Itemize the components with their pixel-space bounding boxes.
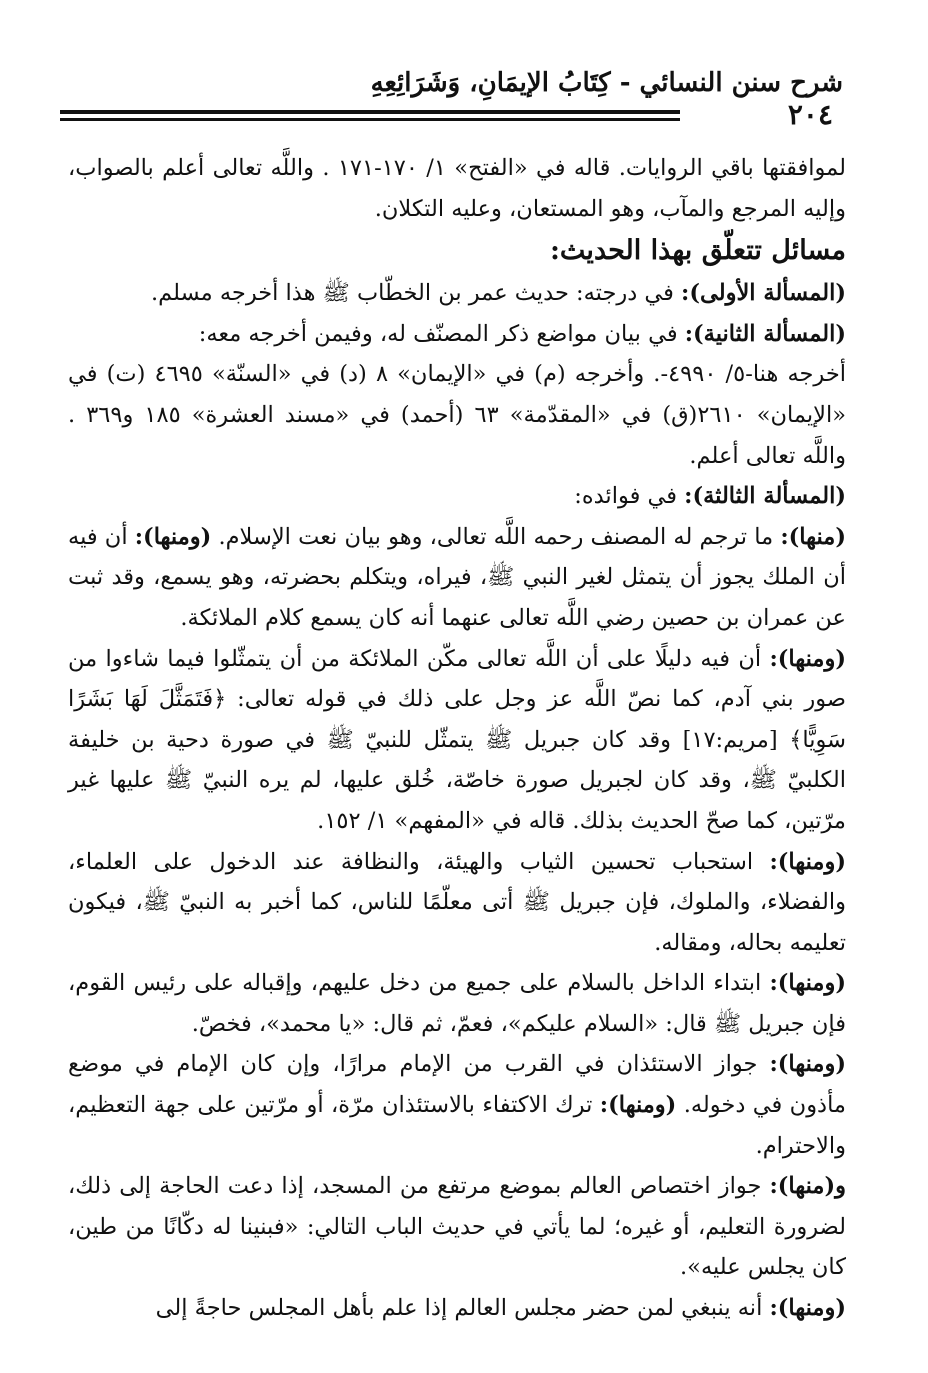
benefit-text: جواز الاستئذان في القرب من الإمام مرارًا، وإن كان الإمام في موضع مأذون في دخوله. — [68, 1051, 846, 1119]
benefit-label: و(منها): — [769, 1173, 846, 1200]
benefit-3 — [68, 639, 846, 842]
benefit-6-and-7 — [68, 1044, 846, 1166]
section-heading: مسائل تتعلّق بهذا الحديث: — [549, 235, 846, 267]
benefit-text: ابتداء الداخل بالسلام على جميع من دخل عليهم، وإقباله على رئيس القوم، فإن جبريل ﷺ قال: «السلام عليكم»، فعمّ، ثم قال: «يا محمد»، فخصّ. — [68, 970, 846, 1037]
benefit-label: (ومنها): — [769, 1295, 846, 1322]
issue-2-label: (المسألة الثانية): — [684, 320, 846, 347]
issue-1 — [68, 273, 846, 314]
issue-2 — [68, 314, 846, 355]
paragraph: لموافقتها باقي الروايات. قاله في «الفتح» ١/ ١٧٠-١٧١ . واللَّه تعالى أعلم بالصواب، وإليه المرجع والمآب، وهو المستعان، وعليه التكلان. — [68, 155, 846, 222]
benefit-4 — [68, 842, 846, 964]
benefit-label: (ومنها): — [599, 1092, 677, 1119]
running-title: شرح سنن النسائي - كِتَابُ الإيمَانِ، وَشَرَائِعِهِ — [370, 68, 843, 98]
issue-3-label: (المسألة الثالثة): — [684, 483, 846, 510]
benefit-label: (منها): — [780, 523, 846, 550]
benefit-label: (ومنها): — [769, 970, 846, 997]
header-rule-thin — [60, 118, 680, 121]
page-body — [68, 148, 846, 1329]
page-number: ٢٠٤ — [787, 98, 833, 131]
benefit-text: جواز اختصاص العالم بموضع مرتفع من المسجد، إذا دعت الحاجة إلى ذلك، لضرورة التعليم، أو غيره؛ لما يأتي في حديث الباب التالي: «فبنينا له دكّانًا من طين، كان يجلس عليه». — [68, 1173, 846, 1281]
benefit-label: (ومنها): — [134, 523, 212, 550]
issue-3 — [68, 476, 846, 517]
benefit-1-and-2 — [68, 517, 846, 639]
issue-2-detail: أخرجه هنا-٥/ ٤٩٩٠-. وأخرجه (م) في «الإيمان» ٨ (د) في «السنّة» ٤٦٩٥ (ت) في «الإيمان» ٢٦١٠(ق) في «المقدّمة» ٦٣ (أحمد) في «مسند العشرة» ١٨٥ و٣٦٩ . واللَّه تعالى أعلم. — [68, 361, 847, 469]
issue-3-text: في فوائده: — [574, 483, 685, 510]
issue-2-text: في بيان مواضع ذكر المصنّف له، وفيمن أخرجه معه: — [198, 320, 685, 347]
benefit-text: استحباب تحسين الثياب والهيئة، والنظافة عند الدخول على العلماء، والفضلاء، والملوك، فإن جبريل ﷺ أتى معلّمًا للناس، كما أخبر به النبيّ ﷺ، فيكون تعليمه بحاله، ومقاله. — [68, 848, 846, 956]
benefit-label: (ومنها): — [769, 1051, 846, 1078]
issue-1-text: في درجته: حديث عمر بن الخطّاب ﷺ هذا أخرجه مسلم. — [151, 280, 682, 307]
benefit-label: (ومنها): — [769, 645, 846, 672]
header-rule-thick — [60, 110, 680, 114]
benefit-text: ما ترجم له المصنف رحمه اللَّه تعالى، وهو بيان نعت الإسلام. — [218, 523, 781, 550]
benefit-text: أن فيه أن الملك يجوز أن يتمثل لغير النبي ﷺ، فيراه، ويتكلم بحضرته، وهو يسمع، وقد ثبت عن عمران بن حصين رضي اللَّه تعالى عنهما أنه كان يسمع كلام الملائكة. — [68, 523, 846, 631]
benefit-5 — [68, 963, 846, 1044]
benefit-9 — [68, 1288, 846, 1329]
benefit-8 — [68, 1166, 846, 1288]
benefit-text: ترك الاكتفاء بالاستئذان مرّة، أو مرّتين على جهة التعظيم، والاحترام. — [68, 1092, 846, 1159]
issue-1-label: (المسألة الأولى): — [681, 280, 846, 307]
benefit-text: أنه ينبغي لمن حضر مجلس العالم إذا علم بأهل المجلس حاجةً إلى — [155, 1295, 770, 1322]
benefit-label: (ومنها): — [769, 848, 846, 875]
benefit-text: أن فيه دليلًا على أن اللَّه تعالى مكّن الملائكة من أن يتمثّلوا فيما شاءوا من صور بني آدم، كما نصّ اللَّه عز وجل على ذلك في قوله تعالى: ﴿فَتَمَثَّلَ لَهَا بَشَرًا سَوِيًّا﴾ [مريم:١٧] وقد كان جبريل ﷺ يتمثّل للنبيّ ﷺ في صورة دحية بن خليفة الكلبيّ ﷺ، وقد كان لجبريل صورة خاصّة، خُلق عليها، لم يره النبيّ ﷺ عليها غير مرّتين، كما صحّ الحديث بذلك. قاله في «المفهم» ١/ ١٥٢. — [68, 645, 846, 834]
